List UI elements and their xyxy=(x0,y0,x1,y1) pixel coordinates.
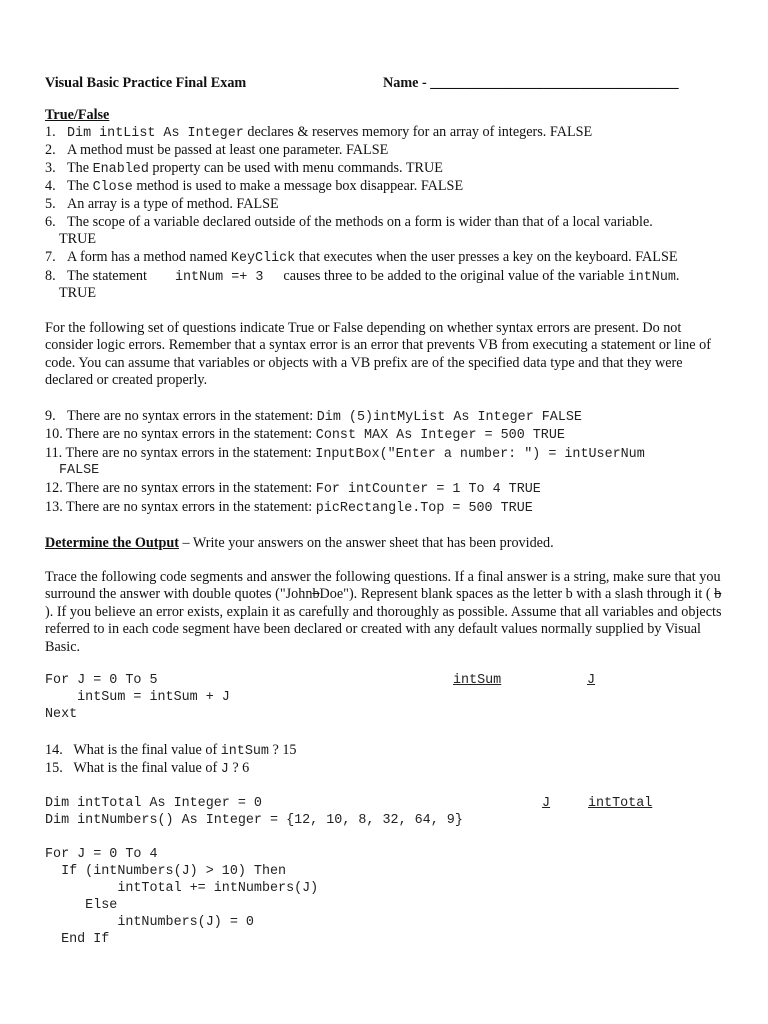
output-heading: Determine the Output – Write your answers on the answer sheet that has been provided. xyxy=(45,535,554,551)
trace-column-inttotal: intTotal xyxy=(588,796,653,811)
question-1: 1. Dim intList As Integer declares & reserves memory for an array of integers. FALSE xyxy=(45,124,593,141)
name-field-label: Name - ___________________________________ xyxy=(383,75,679,91)
question-8-answer: TRUE xyxy=(59,285,97,301)
question-15: 15. What is the final value of J ? 6 xyxy=(45,760,250,777)
question-3: 3. The Enabled property can be used with menu commands. TRUE xyxy=(45,160,443,177)
blank-symbol: b xyxy=(714,586,722,603)
question-6: 6. The scope of a variable declared outside of the methods on a form is wider than that of a local variable. xyxy=(45,214,653,230)
output-instructions: Trace the following code segments and answer the following questions. If a final answer is a string, make sure that you surround the answer with double quotes ("JohnbDoe"). Represent blank spaces as the letter b with a slash through it ( b ). If you believe an error exists, explain it as carefully and thoroughly as possible. Assume that all variables and objects referred to in each code segment have been declared or created with any default values normally supplied by Visual Basic. xyxy=(45,569,722,655)
question-14: 14. What is the final value of intSum ? 15 xyxy=(45,742,297,759)
blank-symbol: b xyxy=(312,586,320,603)
question-11-answer: FALSE xyxy=(59,463,100,478)
trace-column-j: J xyxy=(587,673,596,688)
question-5: 5. An array is a type of method. FALSE xyxy=(45,196,279,212)
question-13: 13. There are no syntax errors in the statement: picRectangle.Top = 500 TRUE xyxy=(45,499,533,516)
true-false-heading: True/False xyxy=(45,107,110,123)
question-4: 4. The Close method is used to make a message box disappear. FALSE xyxy=(45,178,464,195)
question-2: 2. A method must be passed at least one parameter. FALSE xyxy=(45,142,389,158)
question-12: 12. There are no syntax errors in the statement: For intCounter = 1 To 4 TRUE xyxy=(45,480,541,497)
question-9: 9. There are no syntax errors in the statement: Dim (5)intMyList As Integer FALSE xyxy=(45,408,582,425)
exam-title: Visual Basic Practice Final Exam xyxy=(45,75,247,91)
question-7: 7. A form has a method named KeyClick that executes when the user presses a key on the keyboard. FALSE xyxy=(45,249,678,266)
question-11: 11. There are no syntax errors in the statement: InputBox("Enter a number: ") = intUserNum xyxy=(45,445,645,462)
question-6-answer: TRUE xyxy=(59,231,97,247)
question-10: 10. There are no syntax errors in the statement: Const MAX As Integer = 500 TRUE xyxy=(45,426,565,443)
question-8: 8. The statement intNum =+ 3 causes three to be added to the original value of the variable intNum. xyxy=(45,268,680,285)
code-segment-2: Dim intTotal As Integer = 0 Dim intNumbers() As Integer = {12, 10, 8, 32, 64, 9} For J = 0 To 4 If (intNumbers(J) > 10) Then intTotal += intNumbers(J) Else intNumbers(J) = 0 End If xyxy=(45,796,463,947)
trace-column-j-2: J xyxy=(542,796,551,811)
code-segment-1: For J = 0 To 5 intSum = intSum + J Next xyxy=(45,673,230,722)
trace-column-intsum: intSum xyxy=(453,673,502,688)
syntax-instructions: For the following set of questions indicate True or False depending on whether syntax errors are present. Do not consider logic errors. Remember that a syntax error is an error that prevents VB from executing a statement or line of code. You can assume that variables or objects with a VB prefix are of the specified data type and that they were declared or created properly. xyxy=(45,320,711,389)
